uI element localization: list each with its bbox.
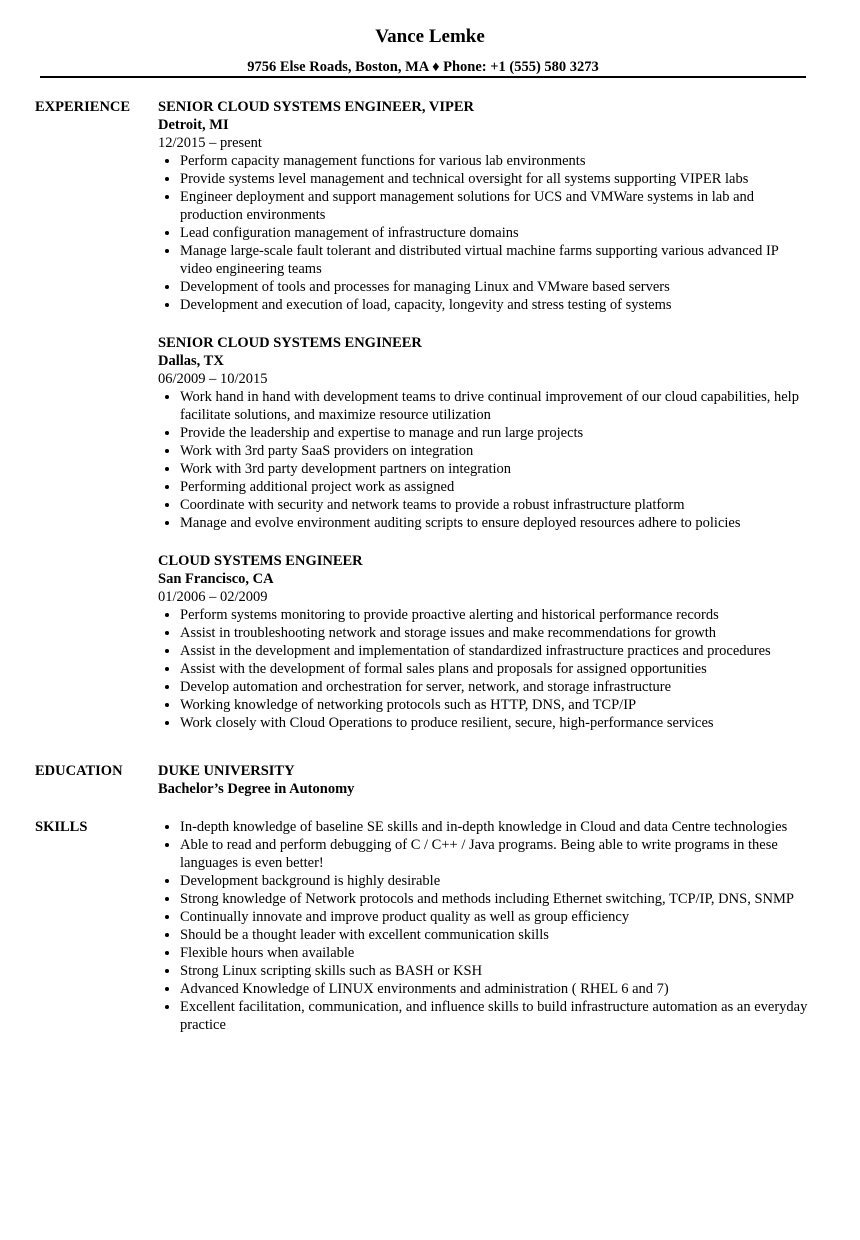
bullet-item: Performing additional project work as assigned [158, 478, 808, 496]
bullet-item: Perform capacity management functions for various lab environments [158, 152, 808, 170]
skill-item: Flexible hours when available [158, 944, 808, 962]
bullet-item: Development and execution of load, capacity, longevity and stress testing of systems [158, 296, 808, 314]
bullet-item: Assist in the development and implementation of standardized infrastructure practices and procedures [158, 642, 808, 660]
skill-item: In-depth knowledge of baseline SE skills and in-depth knowledge in Cloud and data Centre technologies [158, 818, 808, 836]
bullet-item: Lead configuration management of infrastructure domains [158, 224, 808, 242]
header-divider [40, 76, 806, 78]
bullet-item: Work hand in hand with development teams to drive continual improvement of our cloud capabilities, help facilitate solutions, and maximize resource utilization [158, 388, 808, 424]
bullet-item: Development of tools and processes for managing Linux and VMware based servers [158, 278, 808, 296]
bullet-item: Work with 3rd party development partners on integration [158, 460, 808, 478]
bullet-item: Work with 3rd party SaaS providers on integration [158, 442, 808, 460]
bullet-item: Coordinate with security and network teams to provide a robust infrastructure platform [158, 496, 808, 514]
degree: Bachelor’s Degree in Autonomy [158, 781, 355, 797]
skill-item: Strong knowledge of Network protocols and methods including Ethernet switching, TCP/IP, DNS, SNMP [158, 890, 808, 908]
bullet-item: Manage and evolve environment auditing scripts to ensure deployed resources adhere to policies [158, 514, 808, 532]
skills-list [158, 818, 808, 1034]
skill-item: Should be a thought leader with excellent communication skills [158, 926, 808, 944]
job-bullets [158, 152, 808, 314]
bullet-item: Working knowledge of networking protocols such as HTTP, DNS, and TCP/IP [158, 696, 808, 714]
school-name: DUKE UNIVERSITY [158, 763, 295, 779]
bullet-item: Assist with the development of formal sales plans and proposals for assigned opportunities [158, 660, 808, 678]
job-location: Dallas, TX [158, 353, 224, 369]
section-label-skills: SKILLS [35, 819, 88, 835]
job-title: SENIOR CLOUD SYSTEMS ENGINEER [158, 335, 422, 351]
bullet-item: Develop automation and orchestration for server, network, and storage infrastructure [158, 678, 808, 696]
job-entry [158, 98, 808, 314]
bullet-item: Provide systems level management and technical oversight for all systems supporting VIPER labs [158, 170, 808, 188]
job-title: SENIOR CLOUD SYSTEMS ENGINEER, VIPER [158, 99, 474, 115]
section-label-experience: EXPERIENCE [35, 99, 131, 115]
job-dates: 01/2006 – 02/2009 [158, 589, 268, 605]
bullet-item: Work closely with Cloud Operations to produce resilient, secure, high-performance services [158, 714, 808, 732]
job-bullets [158, 606, 808, 732]
experience-body [158, 98, 808, 752]
job-bullets [158, 388, 808, 532]
job-location: Detroit, MI [158, 117, 229, 133]
candidate-name: Vance Lemke [375, 26, 485, 47]
bullet-item: Manage large-scale fault tolerant and distributed virtual machine farms supporting various advanced IP video engineering teams [158, 242, 808, 278]
skill-item: Continually innovate and improve product quality as well as group efficiency [158, 908, 808, 926]
contact-line: 9756 Else Roads, Boston, MA ♦ Phone: +1 (555) 580 3273 [247, 59, 599, 75]
skill-item: Advanced Knowledge of LINUX environments and administration ( RHEL 6 and 7) [158, 980, 808, 998]
bullet-item: Provide the leadership and expertise to manage and run large projects [158, 424, 808, 442]
skill-item: Able to read and perform debugging of C / C++ / Java programs. Being able to write programs in these languages is even better! [158, 836, 808, 872]
skill-item: Development background is highly desirable [158, 872, 808, 890]
skill-item: Strong Linux scripting skills such as BASH or KSH [158, 962, 808, 980]
skills-body [158, 818, 808, 1034]
job-title: CLOUD SYSTEMS ENGINEER [158, 553, 363, 569]
job-entry [158, 334, 808, 532]
education-body [158, 762, 808, 798]
skill-item: Excellent facilitation, communication, and influence skills to build infrastructure automation as an everyday practice [158, 998, 808, 1034]
job-dates: 12/2015 – present [158, 135, 262, 151]
job-dates: 06/2009 – 10/2015 [158, 371, 268, 387]
bullet-item: Perform systems monitoring to provide proactive alerting and historical performance records [158, 606, 808, 624]
section-label-education: EDUCATION [35, 763, 123, 779]
bullet-item: Engineer deployment and support management solutions for UCS and VMWare systems in lab and production environments [158, 188, 808, 224]
job-location: San Francisco, CA [158, 571, 274, 587]
job-entry [158, 552, 808, 732]
bullet-item: Assist in troubleshooting network and storage issues and make recommendations for growth [158, 624, 808, 642]
